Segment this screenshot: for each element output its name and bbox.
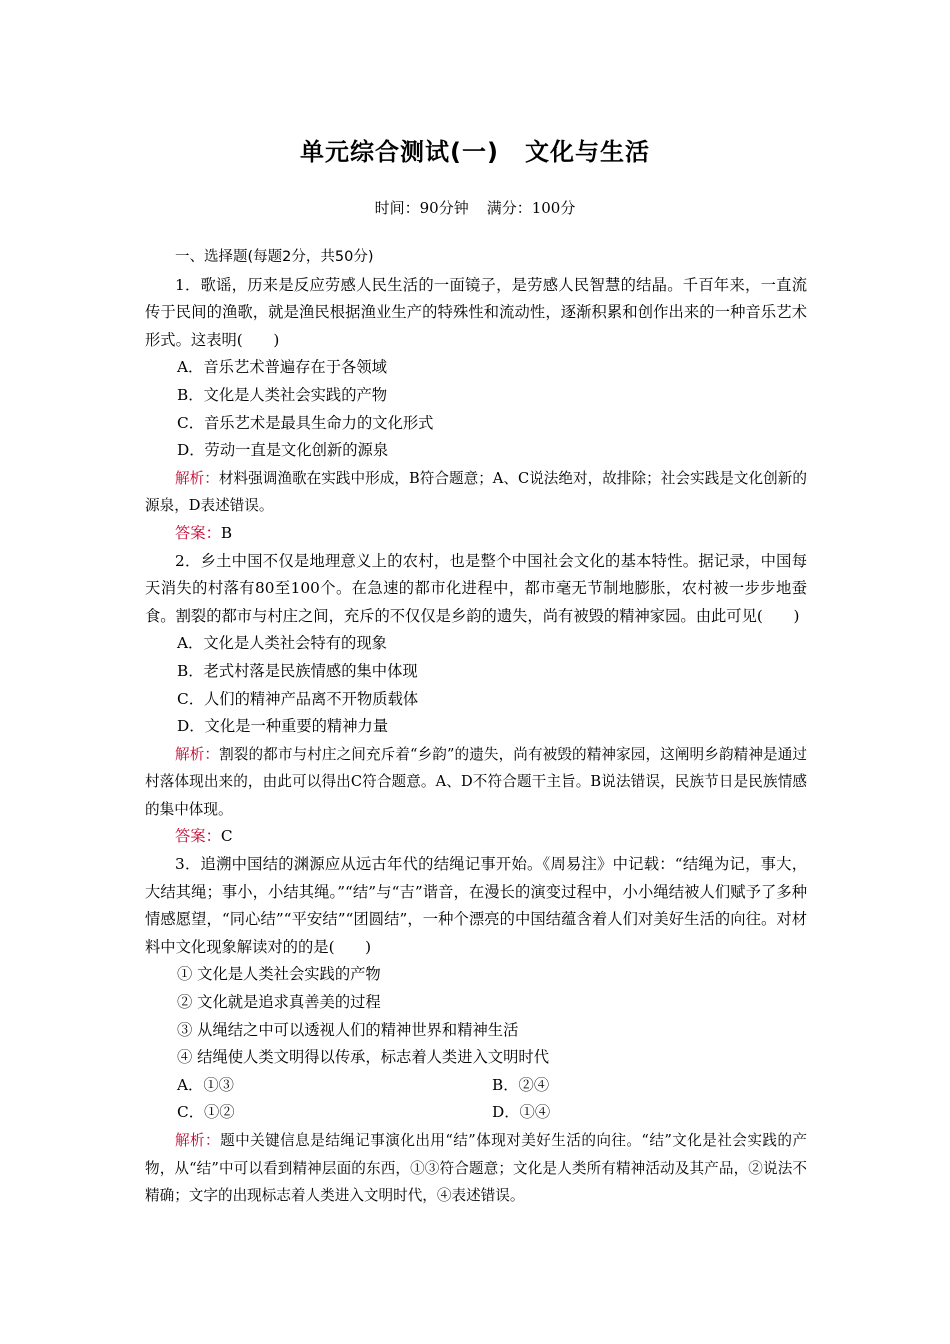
question-1-option-b: B．文化是人类社会实践的产物	[177, 385, 388, 404]
question-2-analysis	[145, 741, 807, 824]
analysis-label: 解析：	[175, 1132, 221, 1149]
question-3-analysis-text: 题中关键信息是结绳记事演化出用“结”体现对美好生活的向往。“结”文化是社会实践的产物，从“结”中可以看到精神层面的东西，①③符合题意；文化是人类所有精神活动及其产品，②说法不精确；文字的出现标志着人类进入文明时代，④表述错误。	[145, 1132, 807, 1205]
question-3-option-c: C．①②	[177, 1103, 235, 1122]
question-3-item-1: ① 文化是人类社会实践的产物	[177, 965, 381, 984]
title-main: 单元综合测试(一)	[300, 138, 499, 166]
question-1-stem: 1．歌谣，历来是反应劳感人民生活的一面镜子，是劳感人民智慧的结晶。千百年来，一直流传于民间的渔歌，就是渔民根据渔业生产的特殊性和流动性，逐渐积累和创作出来的一种音乐艺术形式。这表明( )	[145, 275, 807, 349]
question-2-analysis-text: 割裂的都市与村庄之间充斥着“乡韵”的遗失，尚有被毁的精神家园，这阐明乡韵精神是通过村落体现出来的，由此可以得出C符合题意。A、D不符合题干主旨。B说法错误，民族节日是民族情感的集中体现。	[145, 745, 807, 818]
question-2-option-c: C．人们的精神产品离不开物质载体	[177, 689, 419, 708]
question-3-item-3: ③ 从绳结之中可以透视人们的精神世界和精神生活	[177, 1020, 519, 1039]
question-1-analysis-text: 材料强调渔歌在实践中形成，B符合题意；A、C说法绝对，故排除；社会实践是文化创新的源泉，D表述错误。	[145, 469, 807, 515]
question-3-option-a: A．①③	[177, 1075, 234, 1094]
question-2-option-d: D．文化是一种重要的精神力量	[177, 717, 389, 736]
question-3-options-row-2	[145, 1099, 807, 1127]
question-3-stem: 3．追溯中国结的渊源应从远古年代的结绳记事开始。《周易注》中记载：“结绳为记，事大，大结其绳；事小，小结其绳。”“结”与“吉”谐音，在漫长的演变过程中，小小绳结被人们赋予了多种情感愿望，“同心结”“平安结”“团圆结”，一种个漂亮的中国结蕴含着人们对美好生活的向往。对材料中文化现象解读对的的是( )	[145, 855, 807, 956]
question-1-option-c: C．音乐艺术是最具生命力的文化形式	[177, 413, 434, 432]
section-heading: 一、选择题(每题2分，共50分)	[175, 249, 374, 265]
question-1-option-d: D．劳动一直是文化创新的源泉	[177, 441, 389, 460]
title-sub: 文化与生活	[524, 138, 650, 166]
answer-label: 答案：	[175, 523, 221, 542]
question-3-option-b: B．②④	[492, 1075, 550, 1094]
question-2-answer-value: C	[220, 827, 233, 846]
question-1-analysis	[145, 465, 807, 520]
question-3-option-d: D．①④	[492, 1103, 551, 1122]
answer-label: 答案：	[175, 827, 221, 846]
analysis-label: 解析：	[175, 745, 220, 763]
question-2-option-b: B．老式村落是民族情感的集中体现	[177, 661, 418, 680]
question-3-item-4: ④ 结绳使人类文明得以传承，标志着人类进入文明时代	[177, 1048, 549, 1067]
exam-content	[145, 244, 807, 1210]
exam-score: 满分：100分	[486, 199, 576, 217]
question-1-option-a: A．音乐艺术普遍存在于各领域	[177, 358, 387, 377]
question-2-answer	[145, 823, 807, 851]
question-3-analysis	[145, 1127, 807, 1210]
exam-meta	[0, 197, 950, 218]
question-2-stem: 2．乡土中国不仅是地理意义上的农村，也是整个中国社会文化的基本特性。据记录，中国每天消失的村落有80至100个。在急速的都市化进程中，都市毫无节制地膨胀，农村被一步步地蚕食。割裂的都市与村庄之间，充斥的不仅仅是乡韵的遗失，尚有被毁的精神家园。由此可见( )	[145, 551, 807, 625]
page-title	[0, 132, 950, 167]
exam-time: 时间：90分钟	[374, 199, 469, 217]
question-3-options-row-1	[145, 1072, 807, 1100]
question-3-item-2: ② 文化就是追求真善美的过程	[177, 993, 381, 1012]
question-1-answer	[145, 520, 807, 548]
question-1-answer-value: B	[220, 523, 233, 542]
question-2-option-a: A．文化是人类社会特有的现象	[177, 634, 387, 653]
analysis-label: 解析：	[175, 469, 219, 487]
